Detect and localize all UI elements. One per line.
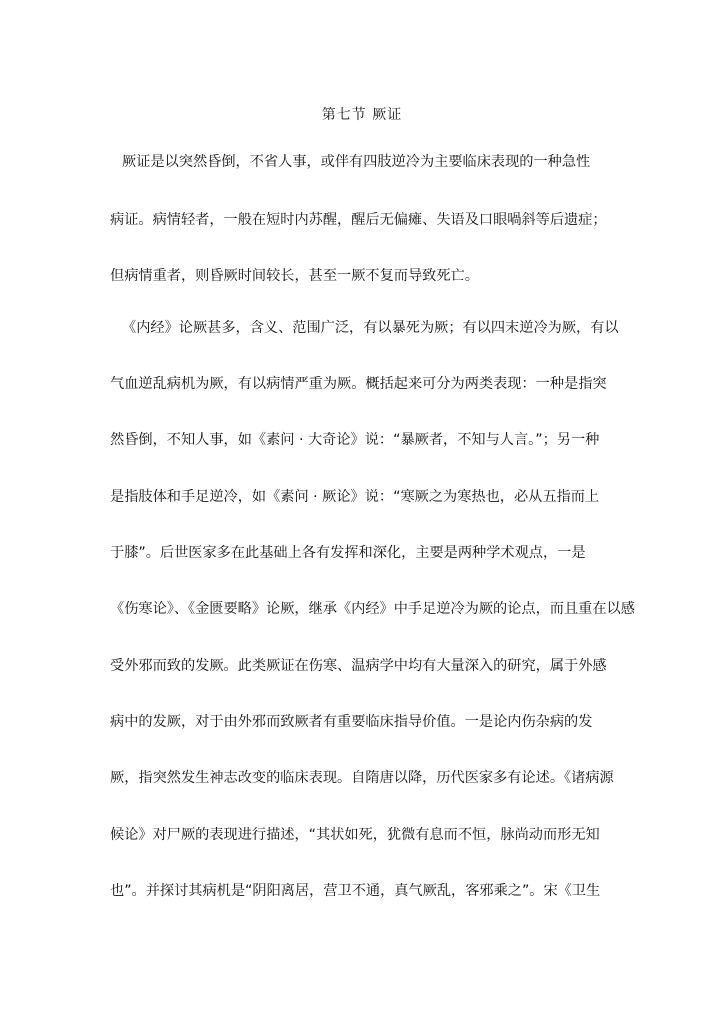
paragraph-line: 厥证是以突然昏倒，不省人事，或伴有四肢逆冷为主要临床表现的一种急性	[122, 154, 591, 170]
paragraph-line: 受外邪而致的发厥。此类厥证在伤寒、温病学中均有大量深入的研究，属于外感	[110, 658, 607, 674]
paragraph-line: 《伤寒论》、《金匮要略》论厥，继承《内经》中手足逆冷为厥的论点，而且重在以感	[110, 601, 635, 617]
paragraph-line: 《内经》论厥甚多，含义、范围广泛，有以暴死为厥；有以四末逆冷为厥，有以	[122, 320, 619, 336]
paragraph-line: 候论》对尸厥的表现进行描述，“其状如死，犹微有息而不恒，脉尚动而形无知	[110, 827, 600, 843]
paragraph-line: 是指肢体和手足逆冷，如《素问 · 厥论》说：“寒厥之为寒热也，必从五指而上	[110, 489, 600, 505]
paragraph-line: 于膝”。后世医家多在此基础上各有发挥和深化，主要是两种学术观点，一是	[110, 545, 586, 561]
paragraph-line: 病中的发厥，对于由外邪而致厥者有重要临床指导价值。一是论内伤杂病的发	[110, 714, 593, 730]
paragraph-line: 厥，指突然发生神志改变的临床表现。自隋唐以降，历代医家多有论述。《诸病源	[110, 770, 614, 786]
paragraph-line: 然昏倒，不知人事，如《素问 · 大奇论》说：“暴厥者，不知与人言。”；另一种	[110, 432, 600, 448]
paragraph-line: 但病情重者，则昏厥时间较长，甚至一厥不复而导致死亡。	[110, 268, 479, 284]
paragraph-line: 气血逆乱病机为厥，有以病情严重为厥。概括起来可分为两类表现：一种是指突	[110, 376, 607, 392]
section-title: 第七节 厥证	[321, 107, 403, 123]
paragraph-line: 也”。并探讨其病机是“阴阳离居，营卫不通，真气厥乱，客邪乘之”。宋《卫生	[110, 883, 601, 899]
paragraph-line: 病证。病情轻者，一般在短时内苏醒，醒后无偏瘫、失语及口眼喎斜等后遗症；	[110, 212, 607, 228]
